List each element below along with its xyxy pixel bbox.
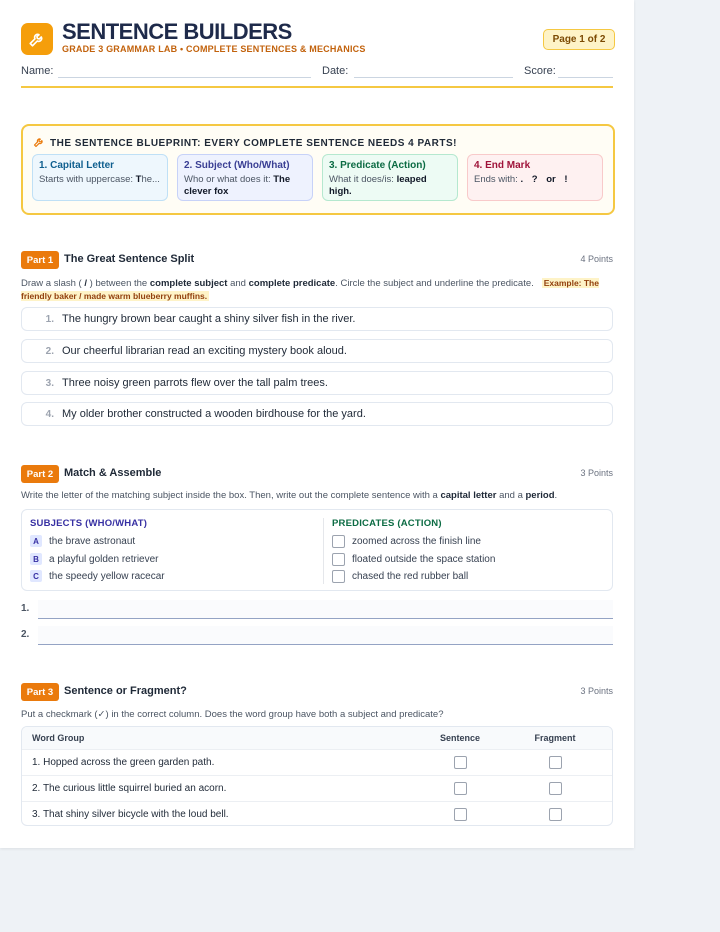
- subject-item: [30, 553, 159, 565]
- part1-question[interactable]: [21, 307, 613, 331]
- word-group: 2. The curious little squirrel buried an acorn.: [32, 783, 227, 794]
- predicate-item: [332, 553, 495, 566]
- answer-box[interactable]: [332, 570, 345, 583]
- instr-capital: capital letter: [440, 490, 497, 501]
- predicate-text: chased the red rubber ball: [352, 571, 469, 582]
- sentence-checkbox[interactable]: [454, 782, 467, 795]
- card-tail: he...: [141, 173, 160, 185]
- student-info-row: [21, 64, 613, 86]
- card-title: 3. Predicate (Action): [329, 160, 426, 171]
- card-desc-text: Starts with uppercase:: [39, 173, 136, 185]
- fragment-checkbox[interactable]: [549, 782, 562, 795]
- question-text: Three noisy green parrots flew over the tall palm trees.: [62, 377, 328, 389]
- question-number: 4.: [45, 408, 54, 420]
- question-number: 3.: [45, 377, 54, 389]
- question-number: 1.: [45, 313, 54, 325]
- name-label: Name:: [21, 65, 54, 77]
- card-emph: The clever fox: [184, 173, 291, 197]
- score-label: Score:: [524, 65, 556, 77]
- predicate-item: [332, 535, 481, 548]
- subject-letter: A: [30, 535, 42, 547]
- card-desc: [329, 174, 451, 199]
- table-row: [22, 749, 612, 775]
- part3-points: 3 Points: [580, 686, 613, 696]
- date-label: Date:: [322, 65, 349, 77]
- subject-text: the brave astronaut: [49, 535, 136, 547]
- part1-badge: Part 1: [21, 251, 59, 269]
- card-desc-text: Ends with:: [474, 173, 521, 185]
- page-subtitle: GRADE 3 GRAMMAR LAB • COMPLETE SENTENCES & MECHANICS: [62, 44, 366, 54]
- part2-points: 3 Points: [580, 468, 613, 478]
- part1-instructions: [21, 277, 613, 303]
- part3-header: [21, 683, 613, 701]
- part3-badge: Part 3: [21, 683, 59, 701]
- page-title: SENTENCE BUILDERS: [62, 19, 292, 44]
- predicate-text: floated outside the space station: [352, 554, 496, 565]
- instr-slash: /: [84, 278, 87, 289]
- card-title: 2. Subject (Who/What): [184, 160, 290, 171]
- blueprint-card-predicate: [322, 154, 458, 201]
- wrench-logo-icon: [21, 23, 53, 55]
- card-desc-text: What it does/is:: [329, 173, 397, 185]
- instr-subject: complete subject: [149, 278, 228, 289]
- instr-text: . Circle the subject and underline the predicate.: [335, 278, 534, 289]
- question-text: Our cheerful librarian read an exciting mystery book aloud.: [62, 345, 347, 357]
- part3-title: Sentence or Fragment?: [64, 685, 187, 697]
- table-row: [22, 801, 612, 826]
- subject-letter: C: [30, 570, 42, 582]
- instr-text: .: [554, 490, 558, 501]
- part1-header: [21, 251, 613, 269]
- col-word-group: Word Group: [32, 733, 85, 743]
- card-title: 4. End Mark: [474, 160, 531, 171]
- sentence-checkbox[interactable]: [454, 756, 467, 769]
- part1-question[interactable]: [21, 371, 613, 395]
- blueprint-card-endmark: [467, 154, 603, 201]
- predicate-text: zoomed across the finish line: [352, 536, 481, 547]
- predicates-heading: PREDICATES (ACTION): [332, 518, 442, 529]
- part3-instructions: Put a checkmark (✓) in the correct column. Does the word group have both a subject and predicate?: [21, 709, 444, 720]
- writing-line-number: 1.: [21, 603, 30, 614]
- col-fragment: Fragment: [534, 733, 576, 743]
- part1-example: Example: The friendly baker / made warm blueberry muffins.: [21, 278, 599, 301]
- score-field[interactable]: [558, 77, 613, 78]
- card-emph: . ? or !: [520, 173, 568, 185]
- subject-item: [30, 570, 165, 582]
- part2-title: Match & Assemble: [64, 467, 162, 479]
- part1-question[interactable]: [21, 402, 613, 426]
- card-desc: [474, 174, 596, 187]
- question-text: The hungry brown bear caught a shiny silver fish in the river.: [62, 313, 356, 325]
- blueprint-card-subject: [177, 154, 313, 201]
- question-number: 2.: [45, 345, 54, 357]
- blueprint-heading: [33, 136, 457, 151]
- date-field[interactable]: [354, 77, 513, 78]
- instr-text: and a: [496, 490, 526, 501]
- predicate-item: [332, 570, 468, 583]
- fragment-checkbox[interactable]: [549, 756, 562, 769]
- part1-title: The Great Sentence Split: [64, 253, 195, 265]
- word-group: 1. Hopped across the green garden path.: [32, 757, 215, 768]
- match-box: [21, 509, 613, 591]
- question-text: My older brother constructed a wooden birdhouse for the yard.: [62, 408, 366, 420]
- part2-header: [21, 465, 613, 483]
- card-desc: [39, 174, 161, 187]
- blueprint-card-capital: [32, 154, 168, 201]
- subject-letter: B: [30, 553, 42, 565]
- instr-text: Draw a slash (: [21, 278, 85, 289]
- blueprint-heading-text: THE SENTENCE BLUEPRINT: EVERY COMPLETE SENTENCE NEEDS 4 PARTS!: [50, 138, 457, 149]
- card-emph: T: [135, 173, 142, 185]
- table-row: [22, 775, 612, 801]
- instr-text: ) between the: [87, 278, 150, 289]
- word-group: 3. That shiny silver bicycle with the loud bell.: [32, 809, 229, 820]
- sentence-fragment-table: [21, 726, 613, 826]
- instr-period: period: [525, 490, 555, 501]
- answer-box[interactable]: [332, 535, 345, 548]
- col-sentence: Sentence: [439, 733, 481, 743]
- part1-points: 4 Points: [580, 254, 613, 264]
- card-desc: [184, 174, 306, 199]
- subject-text: the speedy yellow racecar: [49, 570, 165, 582]
- subject-item: [30, 535, 135, 547]
- table-header: [22, 727, 612, 749]
- writing-line-number: 2.: [21, 629, 30, 640]
- fragment-checkbox[interactable]: [549, 808, 562, 821]
- header-divider: [21, 86, 613, 88]
- instr-predicate: complete predicate: [248, 278, 336, 289]
- subject-text: a playful golden retriever: [49, 553, 159, 565]
- subjects-heading: SUBJECTS (WHO/WHAT): [30, 518, 148, 529]
- card-desc-text: Who or what does it:: [184, 173, 274, 185]
- page-number-badge: Page 1 of 2: [543, 29, 615, 50]
- card-emph: leaped high.: [329, 173, 427, 197]
- name-field[interactable]: [58, 77, 311, 78]
- sentence-checkbox[interactable]: [454, 808, 467, 821]
- part1-question[interactable]: [21, 339, 613, 363]
- column-divider: [323, 518, 324, 584]
- writing-line[interactable]: [38, 626, 613, 645]
- sentence-blueprint-box: [21, 124, 615, 215]
- answer-box[interactable]: [332, 553, 345, 566]
- wrench-icon: [33, 136, 45, 151]
- instr-text: Write the letter of the matching subject inside the box. Then, write out the complete sentence with a: [21, 490, 441, 501]
- part2-instructions: [21, 490, 613, 502]
- instr-text: and: [227, 278, 249, 289]
- part2-badge: Part 2: [21, 465, 59, 483]
- card-title: 1. Capital Letter: [39, 160, 115, 171]
- writing-line[interactable]: [38, 600, 613, 619]
